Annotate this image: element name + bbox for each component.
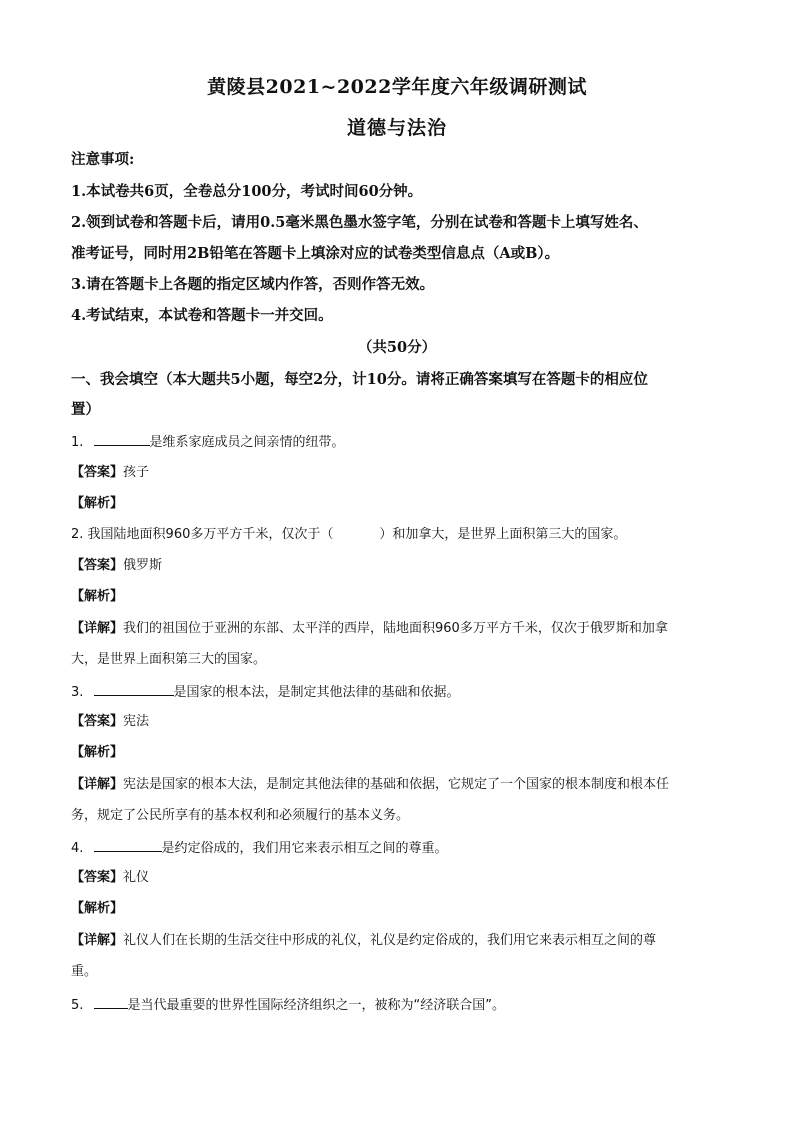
note-item-2-cont: 准考证号，同时用2B铅笔在答题卡上填涂对应的试卷类型信息点（A或B）。 [71,245,560,262]
note-item-3: 3.请在答题卡上各题的指定区域内作答，否则作答无效。 [71,276,435,293]
answer-blank [94,681,174,696]
answer-1 [71,463,731,483]
question-number: 4. [71,841,84,856]
detail-3-cont: 务，规定了公民所享有的基本权利和必须履行的基本义务。 [71,808,410,823]
answer-tag: 【答案】 [71,714,124,729]
note-item-2: 2.领到试卷和答题卡后，请用0.5毫米黑色墨水签字笔，分别在试卷和答题卡上填写姓名、 [71,214,648,231]
answer-blank [94,994,128,1009]
detail-3 [71,775,731,795]
answer-text: 礼仪 [123,870,150,885]
question-number: 2. [71,527,84,542]
detail-4 [71,931,731,951]
note-item-1: 1.本试卷共6页，全卷总分100分，考试时间60分钟。 [71,183,423,200]
question-1 [71,431,731,453]
exam-title: 黄陵县2021~2022学年度六年级调研测试 [207,76,587,98]
answer-tag: 【答案】 [71,870,124,885]
notes-heading: 注意事项: [71,151,135,168]
question-2 [71,525,731,545]
detail-2 [71,619,731,639]
section-heading-cont: 置） [71,401,100,418]
section-heading: 一、我会填空（本大题共5小题，每空2分，计10分。请将正确答案填写在答题卡的相应位 [71,371,648,388]
analysis-2: 【解析】 [71,589,124,604]
answer-tag: 【答案】 [71,465,124,480]
question-text: 是约定俗成的，我们用它来表示相互之间的尊重。 [161,841,448,856]
analysis-3: 【解析】 [71,745,124,760]
detail-text: 礼仪人们在长期的生活交往中形成的礼仪，礼仪是约定俗成的，我们用它来表示相互之间的尊 [123,933,657,948]
answer-blank [94,837,162,852]
detail-tag: 【详解】 [71,777,124,792]
question-text-a: 我国陆地面积960多万平方千米，仅次于（ [87,527,334,542]
answer-tag: 【答案】 [71,558,124,573]
question-number: 5. [71,998,84,1013]
detail-tag: 【详解】 [71,621,124,636]
question-5 [71,994,731,1016]
question-4 [71,837,731,859]
question-text: 是维系家庭成员之间亲情的纽带。 [149,435,345,450]
answer-text: 俄罗斯 [123,558,163,573]
detail-text: 我们的祖国位于亚洲的东部、太平洋的西岸，陆地面积960多万平方千米，仅次于俄罗斯和加拿 [123,621,668,636]
detail-text: 宪法是国家的根本大法，是制定其他法律的基础和依据，它规定了一个国家的根本制度和根本任 [123,777,670,792]
analysis-1: 【解析】 [71,496,124,511]
answer-text: 孩子 [123,465,150,480]
question-number: 1. [71,435,84,450]
answer-text: 宪法 [123,714,150,729]
question-text-b: ）和加拿大，是世界上面积第三大的国家。 [379,527,627,542]
detail-tag: 【详解】 [71,933,124,948]
note-item-4: 4.考试结束，本试卷和答题卡一并交回。 [71,307,333,324]
detail-2-cont: 大，是世界上面积第三大的国家。 [71,652,267,667]
detail-4-cont: 重。 [71,964,98,979]
answer-2 [71,556,731,576]
answer-3 [71,712,731,732]
score-line: （共50分） [357,339,437,356]
answer-blank [94,431,150,446]
answer-4 [71,868,731,888]
analysis-4: 【解析】 [71,901,124,916]
question-number: 3. [71,685,84,700]
exam-subject: 道德与法治 [346,117,447,139]
question-text: 是国家的根本法，是制定其他法律的基础和依据。 [173,685,460,700]
question-text: 是当代最重要的世界性国际经济组织之一，被称为“经济联合国”。 [127,998,506,1013]
question-3 [71,681,731,703]
